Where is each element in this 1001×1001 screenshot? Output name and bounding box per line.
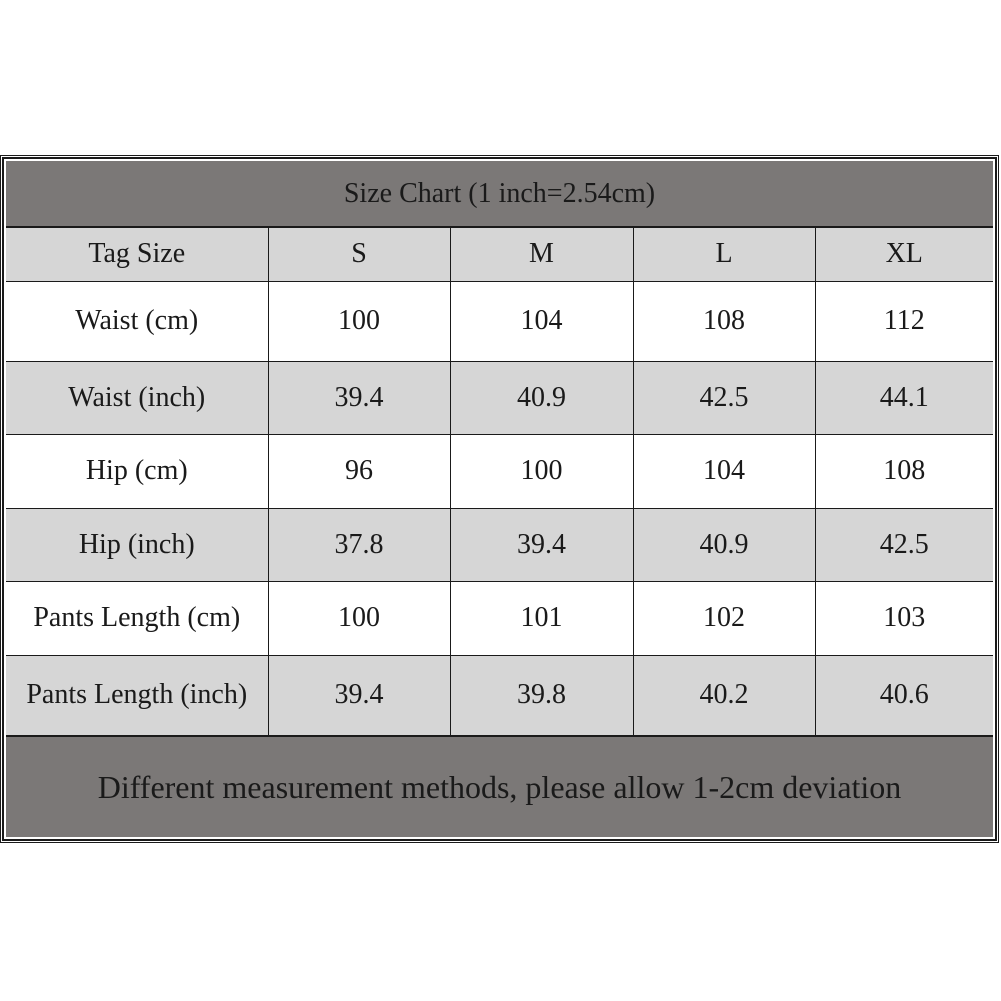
table-cell: 40.2	[633, 655, 815, 735]
size-chart	[2, 157, 997, 841]
table-cell: 40.9	[633, 508, 815, 581]
table-cell: 112	[815, 281, 993, 361]
table-cell: 100	[450, 434, 633, 508]
table-cell: 42.5	[815, 508, 993, 581]
table-cell: 39.4	[268, 361, 450, 434]
deviation-note: Different measurement methods, please allow 1-2cm deviation	[6, 735, 993, 837]
table-cell: 44.1	[815, 361, 993, 434]
table-row	[6, 361, 993, 434]
header-row	[6, 228, 993, 281]
table-row	[6, 581, 993, 655]
table-row	[6, 655, 993, 735]
row-label: Hip (cm)	[6, 434, 268, 508]
table-cell: 42.5	[633, 361, 815, 434]
table-row	[6, 281, 993, 361]
row-label: Hip (inch)	[6, 508, 268, 581]
row-label: Waist (cm)	[6, 281, 268, 361]
tag-size-header: Tag Size	[6, 228, 268, 281]
row-label: Pants Length (inch)	[6, 655, 268, 735]
table-cell: 101	[450, 581, 633, 655]
table-cell: 37.8	[268, 508, 450, 581]
table-cell: 104	[450, 281, 633, 361]
size-header: S	[268, 228, 450, 281]
row-label: Waist (inch)	[6, 361, 268, 434]
table-cell: 103	[815, 581, 993, 655]
table-cell: 102	[633, 581, 815, 655]
table-cell: 96	[268, 434, 450, 508]
table-cell: 40.9	[450, 361, 633, 434]
table-cell: 39.8	[450, 655, 633, 735]
table-cell: 108	[633, 281, 815, 361]
chart-title: Size Chart (1 inch=2.54cm)	[6, 161, 993, 228]
table-cell: 104	[633, 434, 815, 508]
table-cell: 108	[815, 434, 993, 508]
row-label: Pants Length (cm)	[6, 581, 268, 655]
size-header: L	[633, 228, 815, 281]
table-cell: 39.4	[268, 655, 450, 735]
table-cell: 39.4	[450, 508, 633, 581]
table-row	[6, 434, 993, 508]
size-table	[6, 228, 993, 736]
table-row	[6, 508, 993, 581]
size-header: XL	[815, 228, 993, 281]
table-cell: 100	[268, 581, 450, 655]
table-cell: 100	[268, 281, 450, 361]
size-header: M	[450, 228, 633, 281]
table-cell: 40.6	[815, 655, 993, 735]
